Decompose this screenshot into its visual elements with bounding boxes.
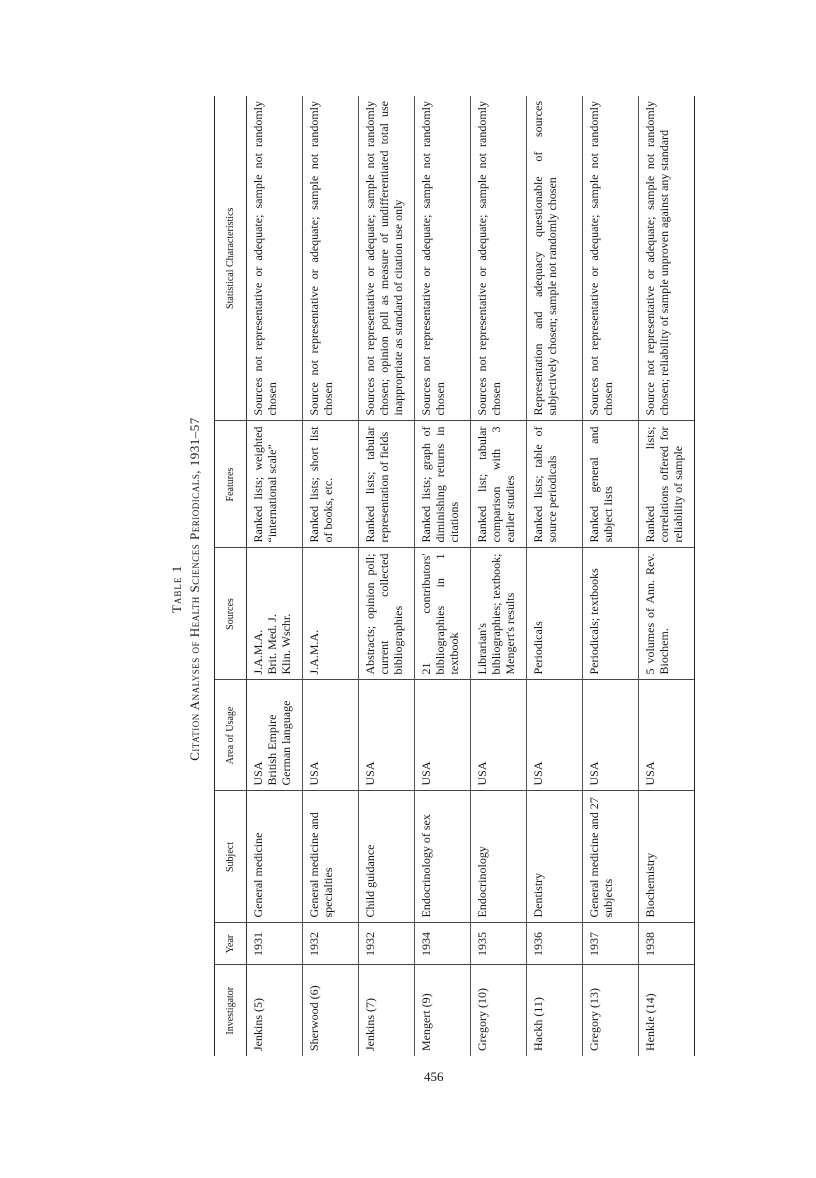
citation-analyses-table [214, 96, 695, 1056]
cell-area-of-usage: USA [583, 680, 639, 791]
cell-area-of-usage: USA [527, 680, 583, 791]
cell-area-of-usage: USA [359, 680, 415, 791]
cell-investigator: Jenkins (5) [247, 965, 303, 1056]
table-row [303, 96, 359, 1056]
cell-year: 1934 [415, 923, 471, 965]
cell-year: 1937 [583, 923, 639, 965]
cell-investigator: Gregory (10) [471, 965, 527, 1056]
cell-year: 1931 [247, 923, 303, 965]
cell-investigator: Jenkins (7) [359, 965, 415, 1056]
cell-statistical-characteristics: Sources not representative or adequate; sample not randomly chosen [583, 96, 639, 421]
cell-sources: Librarian's bibliographies; textbook; Mengert's results [471, 548, 527, 680]
table-title: Citation Analyses of Health Sciences Periodicals, 1931–57 [187, 417, 202, 761]
cell-subject: General medicine [247, 791, 303, 923]
header-statistical-characteristics: Statistical Characteristics [215, 96, 247, 421]
cell-area-of-usage: USA British Empire German language [247, 680, 303, 791]
cell-subject: General medicine and specialties [303, 791, 359, 923]
cell-subject: General medicine and 27 subjects [583, 791, 639, 923]
cell-year: 1935 [471, 923, 527, 965]
cell-statistical-characteristics: Sources not representative or adequate; sample not randomly chosen; opinion poll as measure of undifferentiated total use inappropriate as standard of citation use only [359, 96, 415, 421]
cell-subject: Biochemistry [639, 791, 695, 923]
cell-year: 1936 [527, 923, 583, 965]
cell-features: Ranked lists; table of source periodicals [527, 421, 583, 548]
cell-sources: Abstracts; opinion poll; current collected bibliographies [359, 548, 415, 680]
table-label: Table 1 [169, 564, 184, 614]
table-row [415, 96, 471, 1056]
header-features: Features [215, 421, 247, 548]
citation-table [214, 96, 702, 1056]
cell-area-of-usage: USA [639, 680, 695, 791]
header-sources: Sources [215, 548, 247, 680]
cell-features: Ranked lists; weighted “international scale” [247, 421, 303, 548]
table-row [583, 96, 639, 1056]
table-row [247, 96, 303, 1056]
table-caption [168, 279, 204, 899]
cell-subject: Child guidance [359, 791, 415, 923]
table-row [471, 96, 527, 1056]
cell-area-of-usage: USA [471, 680, 527, 791]
cell-investigator: Sherwood (6) [303, 965, 359, 1056]
table-row [527, 96, 583, 1056]
cell-statistical-characteristics: Source not representative or adequate; sample not randomly chosen; reliability of sample unproven against any standard [639, 96, 695, 421]
cell-subject: Endocrinology [471, 791, 527, 923]
cell-sources: 5 volumes of Ann. Rev. Biochem. [639, 548, 695, 680]
table-row [639, 96, 695, 1056]
cell-area-of-usage: USA [303, 680, 359, 791]
cell-investigator: Mengert (9) [415, 965, 471, 1056]
cell-subject: Endocrinology of sex [415, 791, 471, 923]
header-year: Year [215, 923, 247, 965]
cell-sources: Periodicals [527, 548, 583, 680]
cell-year: 1938 [639, 923, 695, 965]
header-investigator: Investigator [215, 965, 247, 1056]
cell-investigator: Henkle (14) [639, 965, 695, 1056]
cell-investigator: Hackh (11) [527, 965, 583, 1056]
cell-features: Ranked lists; graph of diminishing returns in citations [415, 421, 471, 548]
page-number: 456 [424, 1069, 444, 1084]
cell-features: Ranked lists; short list of books, etc. [303, 421, 359, 548]
cell-statistical-characteristics: Representation and adequacy questionable of sources subjectively chosen; sample not randomly chosen [527, 96, 583, 421]
cell-statistical-characteristics: Source not representative or adequate; sample not randomly chosen [303, 96, 359, 421]
cell-sources: J.A.M.A. Brit. Med. J. Klin. Wschr. [247, 548, 303, 680]
cell-statistical-characteristics: Sources not representative or adequate; sample not randomly chosen [247, 96, 303, 421]
cell-sources: Periodicals; textbooks [583, 548, 639, 680]
table-row [359, 96, 415, 1056]
header-row [215, 96, 247, 1056]
header-subject: Subject [215, 791, 247, 923]
cell-subject: Dentistry [527, 791, 583, 923]
cell-year: 1932 [359, 923, 415, 965]
cell-features: Ranked lists; correlations offered for reliability of sample [639, 421, 695, 548]
table-body [247, 96, 695, 1056]
cell-features: Ranked list; tabular comparison with 3 earlier studies [471, 421, 527, 548]
header-area-of-usage: Area of Usage [215, 680, 247, 791]
cell-sources: J.A.M.A. [303, 548, 359, 680]
cell-statistical-characteristics: Sources not representative or adequate; sample not randomly chosen [471, 96, 527, 421]
cell-features: Ranked general and subject lists [583, 421, 639, 548]
cell-investigator: Gregory (13) [583, 965, 639, 1056]
cell-sources: 21 contributors' bibliographies in 1 textbook [415, 548, 471, 680]
cell-features: Ranked lists; tabular representation of fields [359, 421, 415, 548]
cell-area-of-usage: USA [415, 680, 471, 791]
cell-statistical-characteristics: Sources not representative or adequate; sample not randomly chosen [415, 96, 471, 421]
cell-year: 1932 [303, 923, 359, 965]
